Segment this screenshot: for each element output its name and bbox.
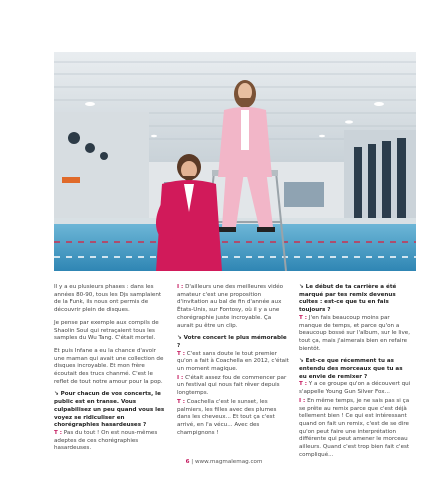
arrow-icon: ↘: [299, 284, 304, 290]
interview-answer: [299, 315, 411, 354]
question-text: Est-ce que récemment tu as entendu des morceaux que tu as eu envie de remixer ?: [299, 358, 403, 380]
speaker-tag: I :: [177, 374, 184, 381]
interview-answer: [177, 284, 289, 330]
photo-illustration: [54, 52, 416, 271]
speaker-tag: T :: [299, 381, 308, 388]
paragraph: Et puis Infane a eu la chance d'avoir une maman qui avait une collection de disques incroyable. Et mon frère écoutait des trucs chanmé. C'est le reflet de tout notre amour pour la pop.: [54, 347, 164, 385]
answer-text: Coachella c'est le sunset, les palmiers, les filles avec des plumes dans les cheveux... Et tout ça c'est arrivé, en l'a vécu... Avec des champignons !: [177, 398, 277, 436]
question-text: Le début de ta carrière a été marqué par tes remix devenus cultes : est-ce que tu en fais toujours ?: [299, 284, 397, 314]
footer-separator: |: [189, 459, 195, 465]
answer-text: J'en fais beaucoup moins par manque de temps, et parce qu'on a beaucoup bossé sur l'album, sur le live, tout ça, mais j'aimerais bien en refaire bientôt.: [299, 314, 411, 352]
interview-question: [54, 391, 166, 430]
paragraph: Je pense par exemple aux compils de Shaolin Soul qui retraçaient tous les samples du Wu Tang. C'était mortel.: [54, 319, 159, 342]
arrow-icon: ↘: [177, 335, 182, 342]
article-column-1: [54, 284, 166, 458]
interview-answer: [177, 375, 289, 398]
interview-answer: [177, 399, 289, 438]
speaker-tag: T :: [299, 314, 308, 321]
speaker-tag: I :: [299, 397, 306, 404]
feature-photo: [54, 52, 416, 271]
page-number: 6: [185, 459, 190, 465]
question-text: Votre concert le plus mémorable ?: [177, 335, 287, 349]
article-column-2: [177, 284, 289, 442]
speaker-tag: T :: [177, 350, 186, 357]
arrow-icon: ↘: [299, 358, 304, 365]
page-footer: [0, 459, 448, 465]
interview-answer: [54, 430, 166, 453]
paragraph: Il y a eu plusieurs phases : dans les années 80-90, tous les Djs samplaient de la Funk, ils nous ont permis de découvrir plein de disques.: [54, 284, 162, 314]
speaker-tag: T :: [177, 398, 186, 405]
answer-text: C'était assez fou de commencer par un festival qui nous fait rêver depuis longtemps.: [177, 374, 287, 397]
interview-question: [299, 358, 411, 381]
website-link[interactable]: www.magmalemag.com: [194, 459, 263, 465]
answer-text: D'ailleurs une des meilleures vidéo amateur c'est une proposition d'invitation au bal de fin d'année aux États-Unis, sur Fontosy, où il y a une chorégraphie juste incroyable. Ça aurait pu être un clip.: [177, 284, 284, 329]
interview-answer: [299, 381, 411, 396]
speaker-tag: T :: [54, 429, 63, 436]
interview-question: [299, 284, 411, 315]
question-text: Pour chacun de vos concerts, le public est en transe. Vous culpabilisez un peu quand vous les voyez se ridiculiser en chorégraphies hasardeuses ?: [54, 391, 165, 429]
answer-text: Pas du tout ! On est nous-mêmes adeptes de ces chorégraphies hasardeuses.: [54, 429, 158, 452]
answer-text: Y a ce groupe qu'on a découvert qui s'appelle Young Gun Silver Fox...: [299, 381, 411, 396]
answer-text: En même temps, je ne sais pas si ça se prête au remix parce que c'est déjà tellement bien ! Ce qui est intéressant quand on fait un remix, c'est de se dire qu'on peut faire une interprétation différente qui peut amener le morceau ailleurs. Quand c'est trop bien fait c'est compliqué...: [299, 397, 410, 458]
interview-answer: [299, 398, 411, 460]
article-column-3: [299, 284, 411, 464]
interview-answer: [177, 351, 289, 374]
speaker-tag: I :: [177, 284, 184, 290]
interview-question: [177, 335, 289, 350]
answer-text: C'est sans doute le tout premier qu'on a fait à Coachella en 2012, c'était un moment magique.: [177, 350, 289, 373]
arrow-icon: ↘: [54, 391, 59, 398]
